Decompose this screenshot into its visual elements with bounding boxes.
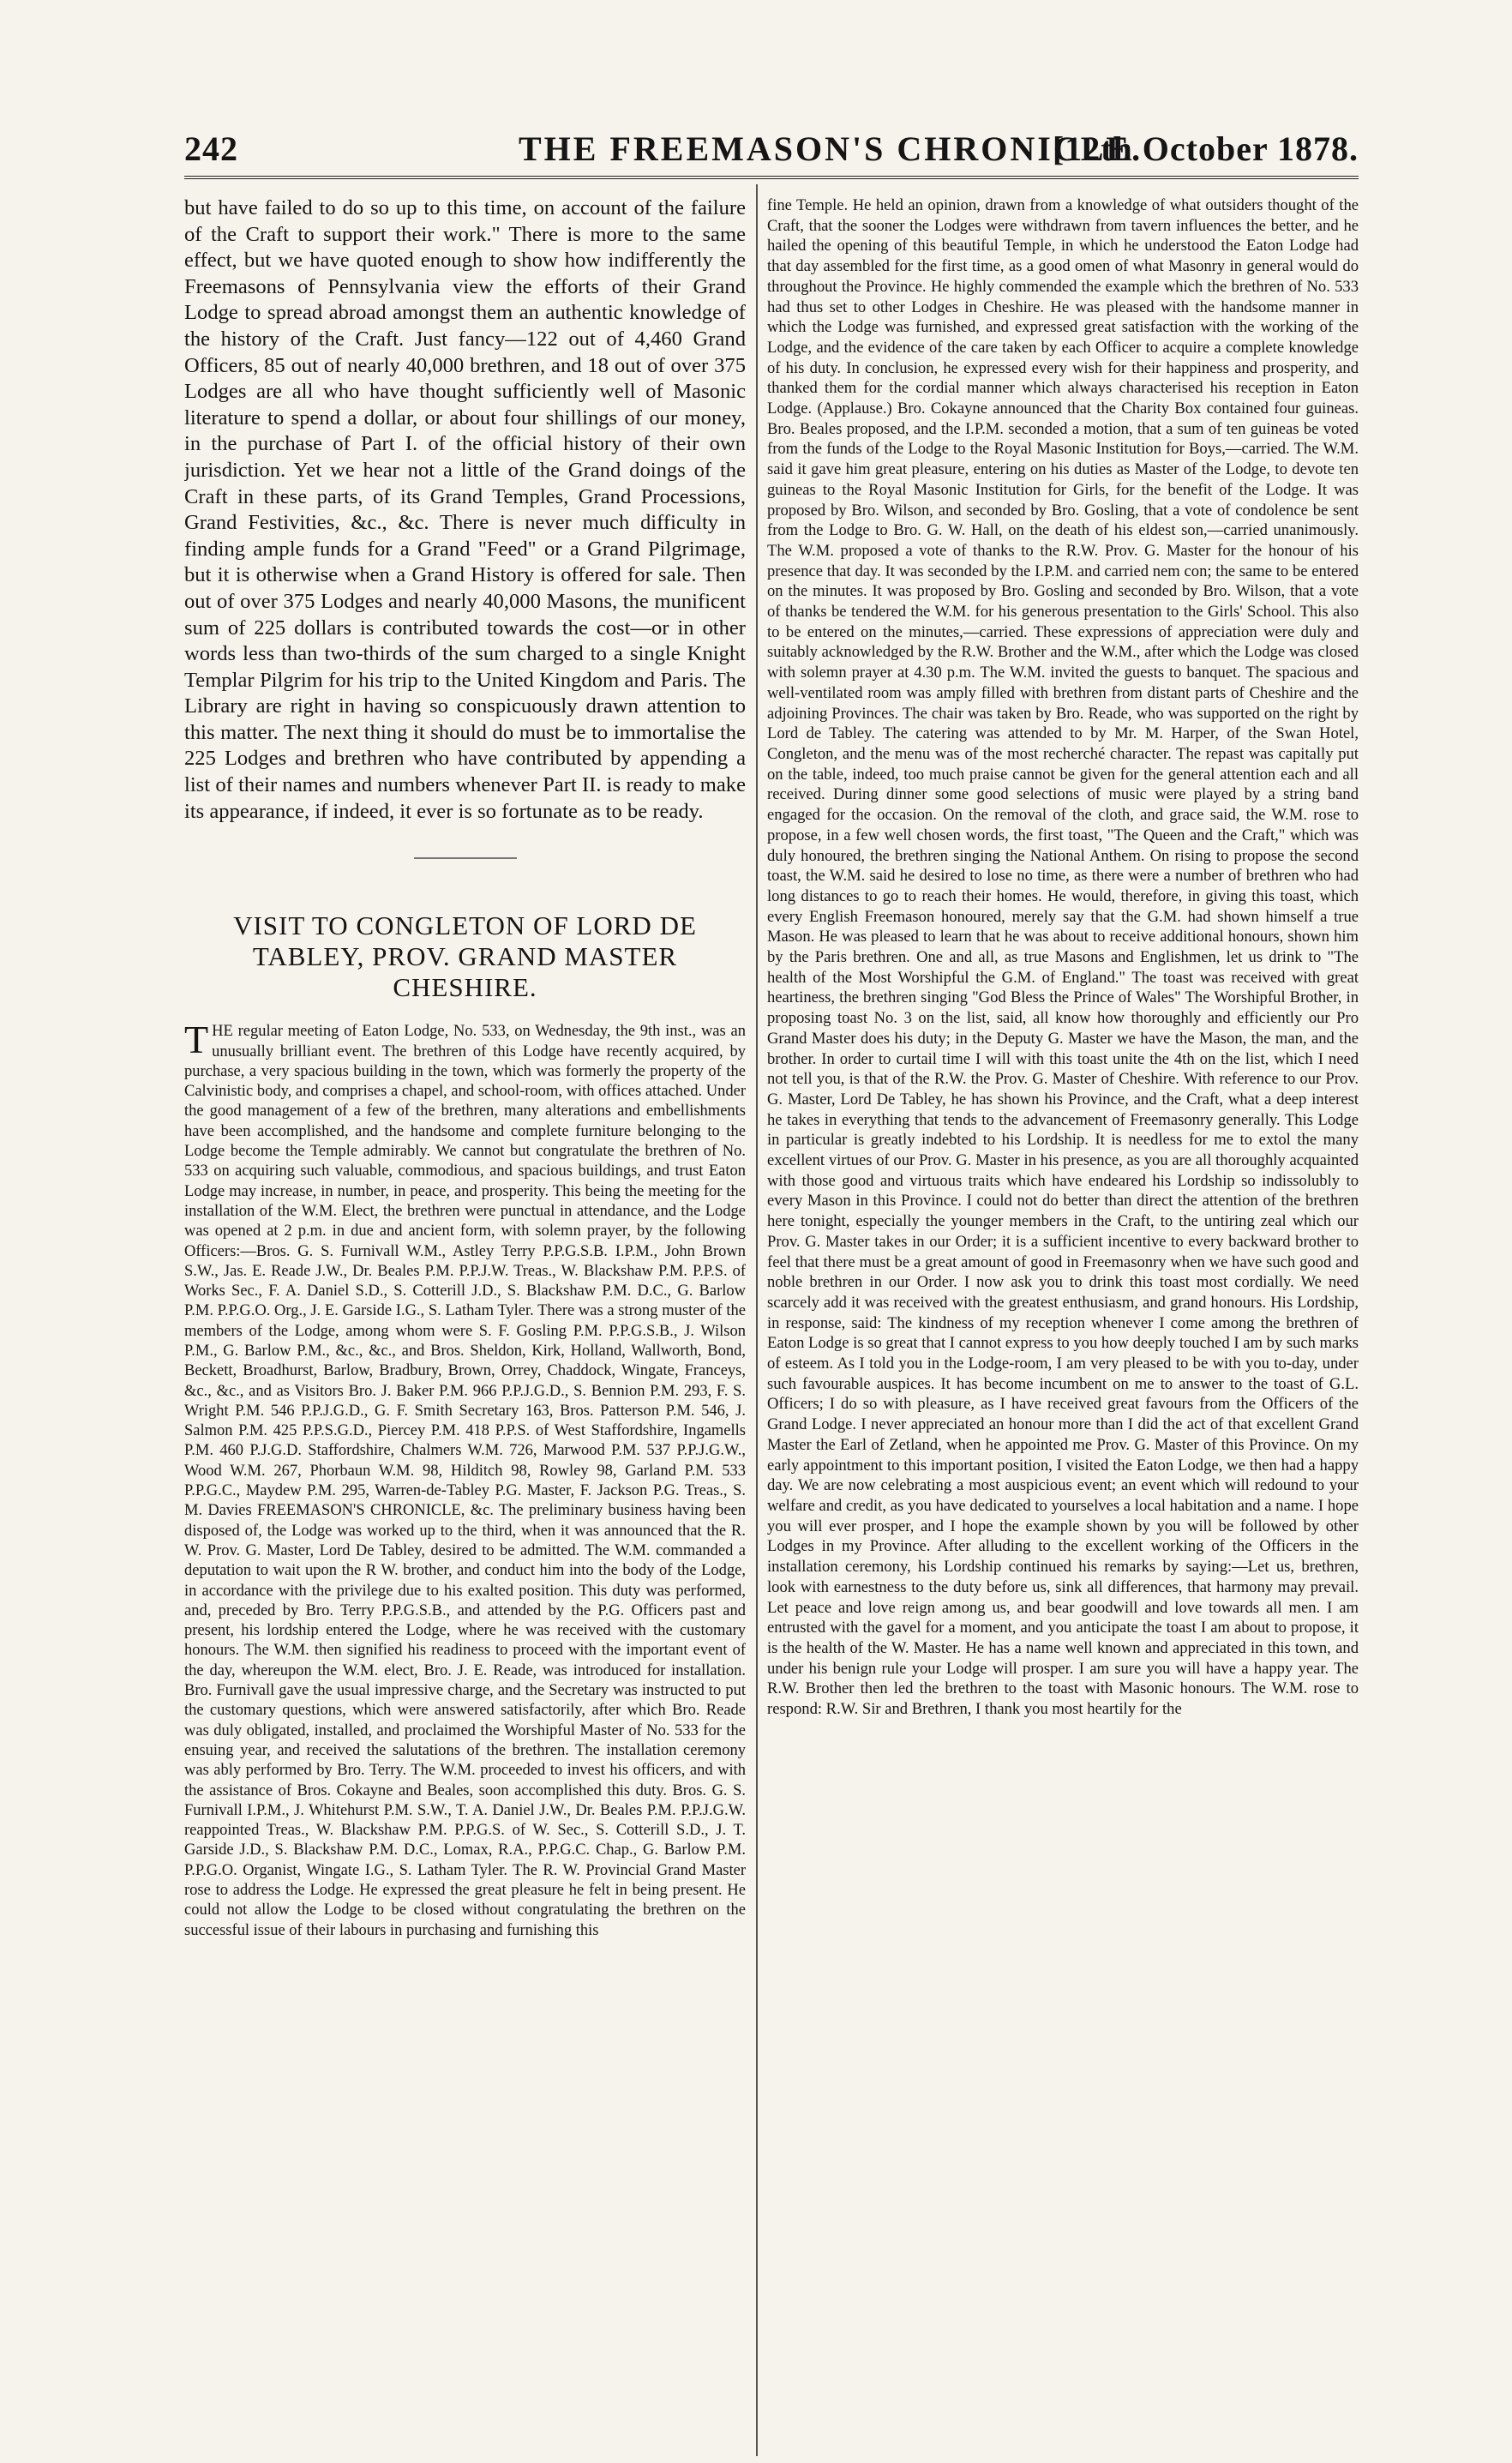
article-body-text: HE regular meeting of Eaton Lodge, No. 533, on Wednesday, the 9th inst., was an unusually brilliant event. The brethren of this Lodge have recently acquired, by purchase, a very spacious building in the town, which was formerly the property of the Calvinistic body, and comprises a chapel, and school-room, with offices attached. Under the good management of a few of the brethren, many alterations and embellishments have been accomplished, and the handsome and complete furniture belonging to the Lodge become the Temple admirably. We cannot but congratulate the brethren of No. 533 on acquiring such valuable, commodious, and spacious buildings, and trust Eaton Lodge may increase, in number, in peace, and prosperity. This being the meeting for the installation of the W.M. Elect, the brethren were punctual in attendance, and the Lodge was opened at 2 p.m. in due and ancient form, with solemn prayer, by the following Officers:—Bros. G. S. Furnivall W.M., Astley Terry P.P.G.S.B. I.P.M., John Brown S.W., Jas. E. Reade J.W., Dr. Beales P.M. P.P.J.W. Treas., W. Blackshaw P.M. P.P.S. of Works Sec., F. A. Daniel S.D., S. Cotterill J.D., S. Blackshaw P.M. D.C., G. Barlow P.M. P.P.G.O. Org., J. E. Garside I.G., S. Latham Tyler. There was a strong muster of the members of the Lodge, among whom were S. F. Gosling P.M. P.P.G.S.B., J. Wilson P.M., G. Barlow P.M., &c., &c., and Bros. Sheldon, Kirk, Holland, Wallworth, Bond, Beckett, Broadhurst, Barlow, Bradbury, Brown, Orrey, Chaddock, Wingate, Franceys, &c., &c., and as Visitors Bro. J. Baker P.M. 966 P.P.J.G.D., S. Bennion P.M. 293, F. S. Wright P.M. 546 P.P.J.G.D., G. F. Smith Secretary 163, Bros. Patterson P.M. 546, J. Salmon P.M. 425 P.P.S.G.D., Piercey P.M. 418 P.P.S. of West Staffordshire, Ingamells P.M. 460 P.J.G.D. Staffordshire, Chalmers W.M. 726, Marwood P.M. 537 P.P.J.G.W., Wood W.M. 267, Phorbaun W.M. 98, Hilditch 98, Rowley 98, Garland P.M. 533 P.P.G.C., Maydew P.M. 295, Warren-de-Tabley P.G. Master, F. Jackson P.G. Treas., S. M. Davies FREEMASON'S CHRONICLE, &c. The preliminary business having been disposed of, the Lodge was worked up to the third, when it was announced that the R. W. Prov. G. Master, Lord De Tabley, desired to be admitted. The W.M. commanded a deputation to wait upon the R W. brother, and conduct him into the body of the Lodge, in accordance with the privilege due to his exalted position. This duty was performed, and, preceded by Bro. Terry P.P.G.S.B., and attended by the P.G. Officers past and present, his lordship entered the Lodge, where he was received with the customary honours. The W.M. then signified his readiness to proceed with the important event of the day, whereupon the W.M. elect, Bro. J. E. Reade, was introduced for installation. Bro. Furnivall gave the usual impressive charge, and the Secretary was instructed to put the customary questions, which were answered satisfactorily, after which Bro. Reade was duly obligated, installed, and proclaimed the Worshipful Master of No. 533 for the ensuing year, and received the salutations of the brethren. The installation ceremony was ably performed by Bro. Terry. The W.M. proceeded to invest his officers, and with the assistance of Bros. Cokayne and Beales, soon accomplished this duty. Bros. G. S. Furnivall I.P.M., J. Whitehurst P.M. S.W., T. A. Daniel J.W., Dr. Beales P.M. P.P.J.G.W. reappointed Treas., W. Blackshaw P.M. P.P.G.S. of W. Sec., S. Cotterill S.D., J. T. Garside J.D., S. Blackshaw P.M. D.C., Lomax, R.A., P.P.G.C. Chap., G. Barlow P.M. P.P.G.O. Organist, Wingate I.G., S. Latham Tyler. The R. W. Provincial Grand Master rose to address the Lodge. He expressed the great pleasure he felt in being present. He could not allow the Lodge to be closed without congratulating the brethren on the successful issue of their labours in purchasing and furnishing this xyxy=(184,1023,746,1939)
lead-paragraph: but have failed to do so up to this time, on account of the failure of the Craft to support their work." There is more to the same effect, but we have quoted enough to show how indifferently the Freemasons of Pennsylvania view the efforts of their Grand Lodge to spread abroad amongst them an authentic knowledge of the history of the Craft. Just fancy—122 out of 4,460 Grand Officers, 85 out of nearly 40,000 brethren, and 18 out of over 375 Lodges are all who have thought sufficiently well of Masonic literature to spend a dollar, or about four shillings of our money, in the purchase of Part I. of the official history of their own jurisdiction. Yet we hear not a little of the Grand doings of the Craft in these parts, of its Grand Temples, Grand Processions, Grand Festivities, &c., &c. There is never much difficulty in finding ample funds for a Grand "Feed" or a Grand Pilgrimage, but it is otherwise when a Grand History is offered for sale. Then out of over 375 Lodges and nearly 40,000 Masons, the munificent sum of 225 dollars is contributed towards the cost—or in other words less than two-thirds of the sum charged to a single Knight Templar Pilgrim for his trip to the United Kingdom and Paris. The Library are right in having so conspicuously drawn attention to this matter. The next thing it should do must be to immortalise the 225 Lodges and brethren who have contributed by appending a list of their names and numbers whenever Part II. is ready to make its appearance, if indeed, it ever is so fortunate as to be ready. xyxy=(184,196,746,823)
article-continuation: fine Temple. He held an opinion, drawn from a knowledge of what outsiders thought of the Craft, that the sooner the Lodges were withdrawn from tavern influences the better, and he hailed the opening of this beautiful Temple, in which he understood the Eaton Lodge had that day assembled for the first time, as a good omen of what Masonry in general would do throughout the Province. He highly commended the example which the brethren of No. 533 had thus set to other Lodges in Cheshire. He was pleased with the handsome manner in which the Lodge was furnished, and expressed great satisfaction with the working of the Lodge, and the evidence of the care taken by each Officer to acquire a complete knowledge of his duty. In conclusion, he expressed every wish for their happiness and prosperity, and thanked them for the cordial manner which always characterised his reception in Eaton Lodge. (Applause.) Bro. Cokayne announced that the Charity Box contained four guineas. Bro. Beales proposed, and the I.P.M. seconded a motion, that a sum of ten guineas be voted from the funds of the Lodge to the Royal Masonic Institution for Boys,—carried. The W.M. said it gave him great pleasure, entering on his duties as Master of the Lodge, to devote ten guineas to the Royal Masonic Institution for Girls, for the benefit of the Lodge. It was proposed by Bro. Wilson, and seconded by Bro. Gosling, that a vote of condolence be sent from the Lodge to Bro. G. W. Hall, on the death of his eldest son,—carried unanimously. The W.M. proposed a vote of thanks to the R.W. Prov. G. Master for the honour of his presence that day. It was seconded by the I.P.M. and carried nem con; the same to be entered on the minutes. It was proposed by Bro. Gosling and seconded by Bro. Wilson, that a vote of thanks be tendered the W.M. for his generous presentation to the Girls' School. This also to be entered on the minutes,—carried. These expressions of appreciation were duly and suitably acknowledged by the R.W. Brother and the W.M., after which the Lodge was closed with solemn prayer at 4.30 p.m. The W.M. invited the guests to banquet. The spacious and well-ventilated room was amply filled with brethren from distant parts of Cheshire and the adjoining Provinces. The chair was taken by Bro. Reade, who was supported on the right by Lord de Tabley. The catering was attended to by Mr. M. Harper, of the Swan Hotel, Congleton, and the menu was of the most recherché character. The repast was capitally put on the table, indeed, too much praise cannot be given for the general attention each and all received. During dinner some good selections of music were played by a string band engaged for the occasion. On the removal of the cloth, and grace said, the W.M. rose to propose, in a few well chosen words, the first toast, "The Queen and the Craft," which was duly honoured, the brethren singing the National Anthem. On rising to propose the second toast, the W.M. said he desired to lose no time, as there were a number of brethren who had long distances to go to reach their homes. He would, therefore, in giving this toast, which every English Freemason honoured, merely say that the G.M. had shown himself a true Mason. He was pleased to learn that he was about to receive additional honours, shown him by the Paris brethren. One and all, as true Masons and Englishmen, let us drink to "The health of the Most Worshipful the G.M. of England." The toast was received with great heartiness, the brethren singing "God Bless the Prince of Wales" The Worshipful Brother, in proposing toast No. 3 on the list, said, all know how thoroughly and efficiently our Pro Grand Master does his duty; in the Deputy G. Master we have the Mason, the man, and the brother. In order to curtail time I will with this toast unite the 4th on the list, which I need not tell you, is that of the R.W. the Prov. G. Master of Cheshire. With reference to our Prov. G. Master, Lord De Tabley, he has shown his Province, and the Craft, what a deep interest he takes in everything that tends to the advancement of Freemasonry generally. This Lodge in particular is greatly indebted to his Lordship. It is needless for me to extol the many excellent virtues of our Prov. G. Master in his presence, as you are all thoroughly acquainted with those good and virtuous traits which have endeared his Lordship so indissolubly to every Mason in this Province. I could not do better than direct the attention of the brethren here tonight, especially the younger members in the Craft, to the untiring zeal which our Prov. G. Master takes in our Order; it is a sufficient incentive to every backward brother to feel that there must be a great amount of good in Freemasonry when we have such good and noble brethren in our Order. I now ask you to drink this toast most cordially. We need scarcely add it was received with the greatest enthusiasm, and grand honours. His Lordship, in response, said: The kindness of my reception whenever I come among the brethren of Eaton Lodge is so great that I cannot express to you how deeply touched I am by such marks of esteem. As I told you in the Lodge-room, I am very pleased to be with you to-day, under such favourable auspices. It has become incumbent on me to answer to the toast of G.L. Officers; I do so with pleasure, as I have received great favours from the Officers of the Grand Lodge. I never appreciated an honour more than I did the act of that excellent Grand Master the Earl of Zetland, when he appointed me Prov. G. Master of this Province. On my early appointment to this important position, I visited the Eaton Lodge, we then had a happy day. We are now celebrating a most auspicious event; an event which will redound to your welfare and credit, as you have dedicated to yourselves a local habitation and a name. I hope you will ever prosper, and I hope the example shown by you will be followed by other Lodges in my Province. After alluding to the excellent working of the Officers in the installation ceremony, his Lordship continued his remarks by saying:—Let us, brethren, look with earnestness to the duty before us, sink all differences, that harmony may prevail. Let peace and love reign among us, and bear goodwill and love towards all men. I am entrusted with the gavel for a moment, and you anticipate the toast I am about to propose, it is the health of the W. Master. He has a name well known and appreciated in this town, and under his benign rule your Lodge will prosper. I am sure you will have a happy year. The R.W. Brother then led the brethren to the toast with Masonic honours. The W.M. rose to respond: R.W. Sir and Brethren, I thank you most heartily for the xyxy=(767,196,1359,1719)
right-column xyxy=(767,195,1359,2454)
column-divider xyxy=(756,184,758,2456)
publication-title: THE FREEMASON'S CHRONICLE. xyxy=(519,129,1143,168)
issue-date: [12th October 1878. xyxy=(1052,129,1359,168)
drop-cap: T xyxy=(184,1018,209,1062)
masthead xyxy=(184,129,1359,177)
page-number: 242 xyxy=(184,129,238,168)
masthead-rule xyxy=(184,176,1359,183)
article-headline: VISIT TO CONGLETON OF LORD DE TABLEY, PROV. GRAND MASTER CHESHIRE. xyxy=(233,910,697,1003)
article-separator xyxy=(414,857,517,859)
article-body xyxy=(184,1018,746,1941)
left-column xyxy=(184,195,746,2454)
